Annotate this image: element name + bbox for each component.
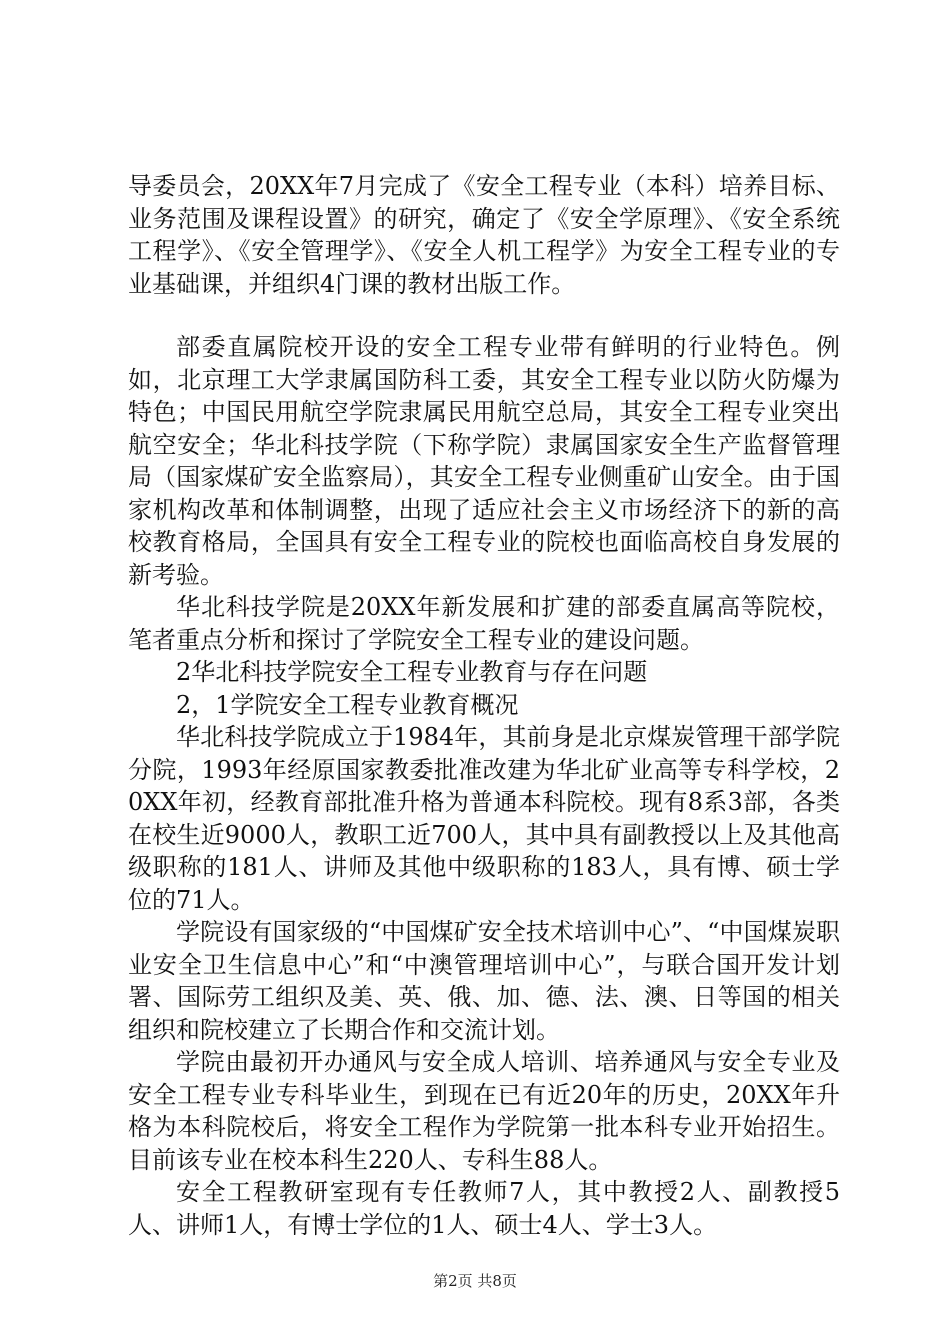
subsection-heading: 2，1学院安全工程专业教育概况 xyxy=(176,690,519,719)
paragraph-training-centers: 学院设有国家级的“中国煤矿安全技术培训中心”、“中国煤炭职业安全卫生信息中心”和“中澳管理培训中心”，与联合国开发计划署、国际劳工组织及美、英、俄、加、德、法、澳、日等国的相关组织和院校建立了长期合作和交流计划。 xyxy=(128,918,840,1044)
paragraph-college-history: 华北科技学院成立于1984年，其前身是北京煤炭管理干部学院分院，1993年经原国家教委批准改建为华北矿业高等专科学校，20XX年初，经教育部批准升格为普通本科院校。现有8系3部，各类在校生近9000人，教职工近700人，其中具有副教授以上及其他高级职称的181人、讲师及其他中级职称的183人，具有博、硕士学位的71人。 xyxy=(128,723,840,914)
paragraph-faculty: 安全工程教研室现有专任教师7人，其中教授2人、副教授5人、讲师1人，有博士学位的1人、硕士4人、学士3人。 xyxy=(128,1178,840,1239)
page-number: 第2页 共8页 xyxy=(433,1272,517,1290)
section-heading: 2华北科技学院安全工程专业教育与存在问题 xyxy=(176,658,648,686)
paragraph-continuation: 导委员会，20XX年7月完成了《安全工程专业（本科）培养目标、业务范围及课程设置》的研究，确定了《安全学原理》、《安全系统工程学》、《安全管理学》、《安全人机工程学》为安全工程专业的专业基础课，并组织4门课的教材出版工作。 xyxy=(128,172,840,298)
page-footer xyxy=(0,1271,950,1291)
paragraph-college-intro: 华北科技学院是20XX年新发展和扩建的部委直属高等院校，笔者重点分析和探讨了学院安全工程专业的建设问题。 xyxy=(128,593,840,654)
paragraph-gap xyxy=(128,300,840,331)
paragraph-industry-features: 部委直属院校开设的安全工程专业带有鲜明的行业特色。例如，北京理工大学隶属国防科工委，其安全工程专业以防火防爆为特色；中国民用航空学院隶属民用航空总局，其安全工程专业突出航空安全；华北科技学院（下称学院）隶属国家安全生产监督管理局（国家煤矿安全监察局），其安全工程专业侧重矿山安全。由于国家机构改革和体制调整，出现了适应社会主义市场经济下的新的高校教育格局，全国具有安全工程专业的院校也面临高校自身发展的新考验。 xyxy=(128,333,840,589)
paragraph-program-history: 学院由最初开办通风与安全成人培训、培养通风与安全专业及安全工程专业专科毕业生，到现在已有近20年的历史，20XX年升格为本科院校后，将安全工程作为学院第一批本科专业开始招生。目前该专业在校本科生220人、专科生88人。 xyxy=(128,1048,840,1174)
document-body xyxy=(128,170,840,1241)
